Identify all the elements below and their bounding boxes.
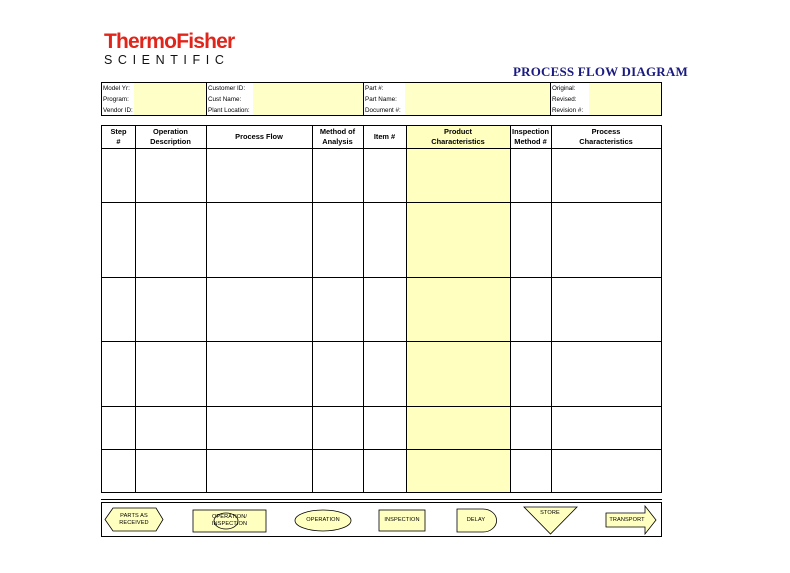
delay-label: DELAY — [466, 517, 486, 523]
revision-number-label: Revision #: — [552, 107, 584, 114]
col-header-process-characteristics: Process Characteristics — [579, 127, 633, 146]
operation-label: OPERATION — [306, 517, 340, 523]
part-number-field[interactable] — [405, 83, 550, 94]
table-row-divider — [102, 202, 661, 203]
table-header-divider — [102, 148, 661, 149]
header-row — [102, 105, 661, 116]
col-header-inspection-method: Inspection Method # — [512, 127, 549, 146]
program-label: Program: — [103, 96, 129, 103]
part-name-label: Part Name: — [365, 96, 397, 103]
header-row — [102, 94, 661, 105]
table-col-divider — [363, 126, 364, 492]
table-col-divider — [510, 126, 511, 492]
table-col-divider — [135, 126, 136, 492]
col-header-product-characteristics: Product Characteristics — [431, 127, 485, 146]
revised-label: Revised: — [552, 96, 577, 103]
col-header-process-flow: Process Flow — [235, 132, 283, 141]
customer-id-field[interactable] — [253, 83, 363, 94]
col-header-operation-description: Operation Description — [150, 127, 191, 146]
model-yr-field[interactable] — [134, 83, 205, 94]
program-field[interactable] — [134, 94, 205, 105]
transport-label: TRANSPORT — [609, 517, 645, 523]
table-col-divider — [312, 126, 313, 492]
table-col-divider — [551, 126, 552, 492]
original-field[interactable] — [589, 83, 661, 94]
document-number-field[interactable] — [405, 105, 550, 116]
col-header-method-of-analysis: Method of Analysis — [319, 127, 356, 146]
symbol-legend — [101, 502, 662, 537]
inspection-label: INSPECTION — [384, 517, 420, 523]
product-characteristics-highlight — [406, 126, 510, 492]
table-row-divider — [102, 341, 661, 342]
vendor-id-label: Vendor ID: — [103, 107, 133, 114]
process-flow-table — [101, 125, 662, 493]
document-number-label: Document #: — [365, 107, 401, 114]
col-header-step: Step # — [110, 127, 127, 146]
table-row-divider — [102, 406, 661, 407]
col-header-item-number: Item # — [373, 132, 396, 141]
table-row-divider — [102, 277, 661, 278]
operation-inspection-label: OPERATION/ INSPECTION — [211, 514, 248, 527]
customer-id-label: Customer ID: — [208, 85, 246, 92]
logo-wordmark: ThermoFisher — [104, 30, 235, 53]
cust-name-field[interactable] — [253, 94, 363, 105]
legend-top-rule — [101, 499, 662, 500]
page-title: PROCESS FLOW DIAGRAM — [513, 64, 688, 79]
parts-as-received-label: PARTS AS RECEIVED — [119, 513, 149, 526]
header-row — [102, 83, 661, 94]
original-label: Original: — [552, 85, 576, 92]
table-col-divider — [406, 126, 407, 492]
store-label: STORE — [540, 510, 560, 516]
vendor-id-field[interactable] — [134, 105, 205, 116]
revision-number-field[interactable] — [589, 105, 661, 116]
table-col-divider — [206, 126, 207, 492]
model-yr-label: Model Yr: — [103, 85, 130, 92]
thermo-fisher-logo — [104, 32, 264, 68]
table-row-divider — [102, 449, 661, 450]
part-name-field[interactable] — [405, 94, 550, 105]
logo-tagline: SCIENTIFIC — [104, 53, 230, 67]
revised-field[interactable] — [589, 94, 661, 105]
plant-location-field[interactable] — [253, 105, 363, 116]
header-info-grid — [101, 82, 662, 116]
plant-location-label: Plant Location: — [208, 107, 250, 114]
part-number-label: Part #: — [365, 85, 384, 92]
cust-name-label: Cust Name: — [208, 96, 242, 103]
